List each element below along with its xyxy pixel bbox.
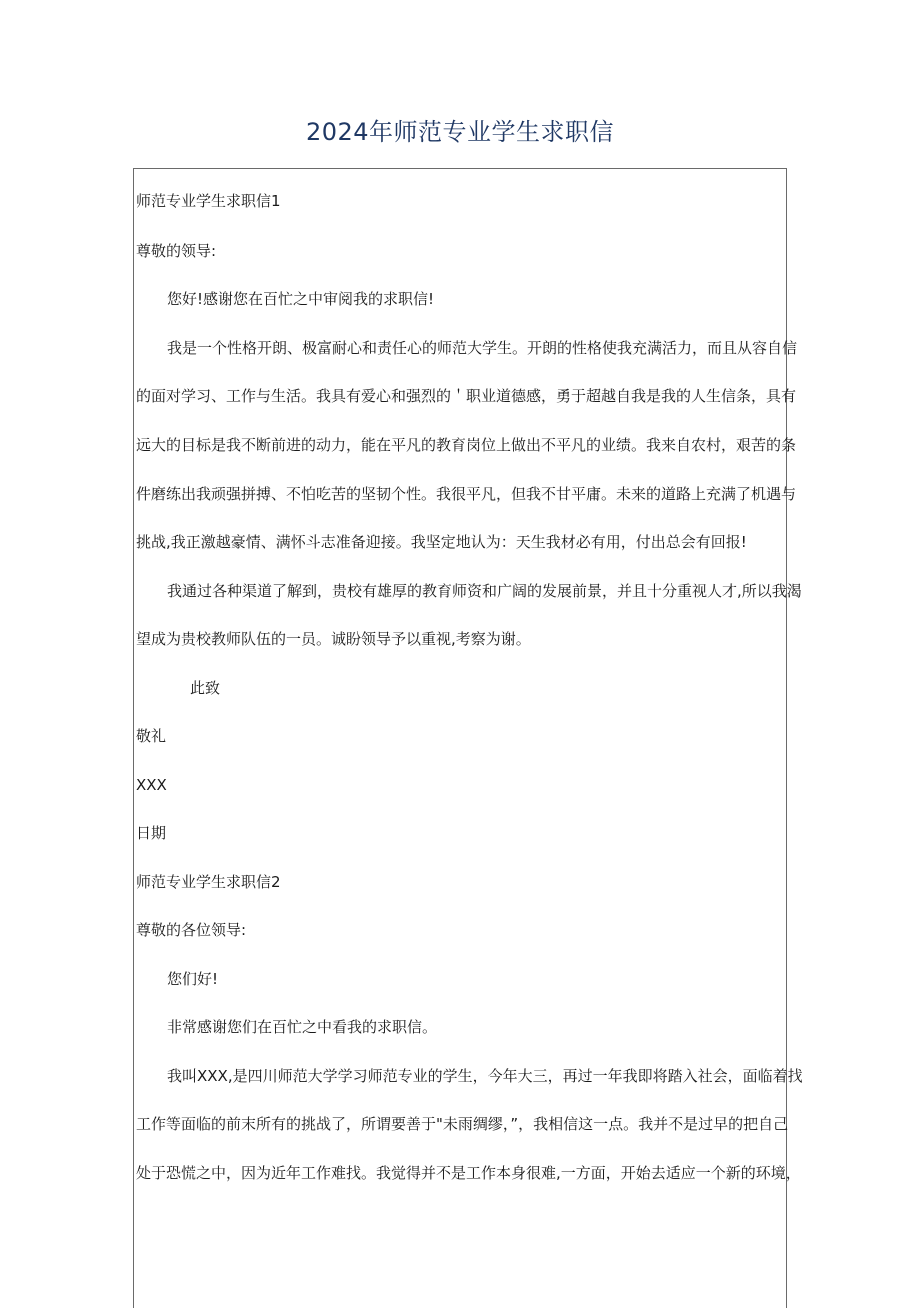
letter2-heading: 师范专业学生求职信2 [136,873,281,891]
letter1-para1-line: 的面对学习、工作与生活。我具有爱心和强烈的＇职业道德感，勇于超越自我是我的人生信条，具有 [136,387,797,405]
letter1-salutation: 尊敬的领导: [136,242,217,260]
letter1-para2-line: 我通过各种渠道了解到，贵校有雄厚的教育师资和广阔的发展前景，并且十分重视人才,所以我渴 [167,582,802,600]
letter2-thanks: 非常感谢您们在百忙之中看我的求职信。 [167,1018,438,1036]
letter1-closing-jing-li: 敬礼 [136,727,167,745]
document-title: 2024年师范专业学生求职信 [305,118,615,146]
letter2-para1-line: 工作等面临的前末所有的挑战了，所谓要善于"未雨绸缪，”，我相信这一点。我并不是过早的把自己 [136,1115,789,1133]
letter1-greeting: 您好!感谢您在百忙之中审阅我的求职信! [167,290,435,308]
letter1-para1-line: 件磨练出我顽强拼搏、不怕吃苦的坚韧个性。我很平凡，但我不甘平庸。未来的道路上充满了机遇与 [136,485,797,503]
letter1-para1-line: 远大的目标是我不断前进的动力，能在平凡的教育岗位上做出不平凡的业绩。我来自农村，艰苦的条 [136,436,797,454]
letter1-para1-line: 挑战,我正激越豪情、满怀斗志准备迎接。我坚定地认为：天生我材必有用，付出总会有回报! [136,533,747,551]
letter1-closing-ci-zhi: 此致 [190,679,221,697]
letter2-para1-line: 我叫XXX,是四川师范大学学习师范专业的学生，今年大三，再过一年我即将踏入社会，面临着找 [167,1067,803,1085]
letter1-date: 日期 [136,824,167,842]
letter1-signature: XXX [136,776,167,794]
letter1-heading: 师范专业学生求职信1 [136,192,281,210]
letter2-para1-line: 处于恐慌之中，因为近年工作难找。我觉得并不是工作本身很难,一方面，开始去适应一个新的环境， [136,1164,801,1182]
letter1-para2-line: 望成为贵校教师队伍的一员。诚盼领导予以重视,考察为谢。 [136,630,531,648]
letter2-greeting: 您们好! [167,970,219,988]
letter2-salutation: 尊敬的各位领导: [136,921,247,939]
letter1-para1-line: 我是一个性格开朗、极富耐心和责任心的师范大学生。开朗的性格使我充满活力，而且从容自信 [167,339,798,357]
